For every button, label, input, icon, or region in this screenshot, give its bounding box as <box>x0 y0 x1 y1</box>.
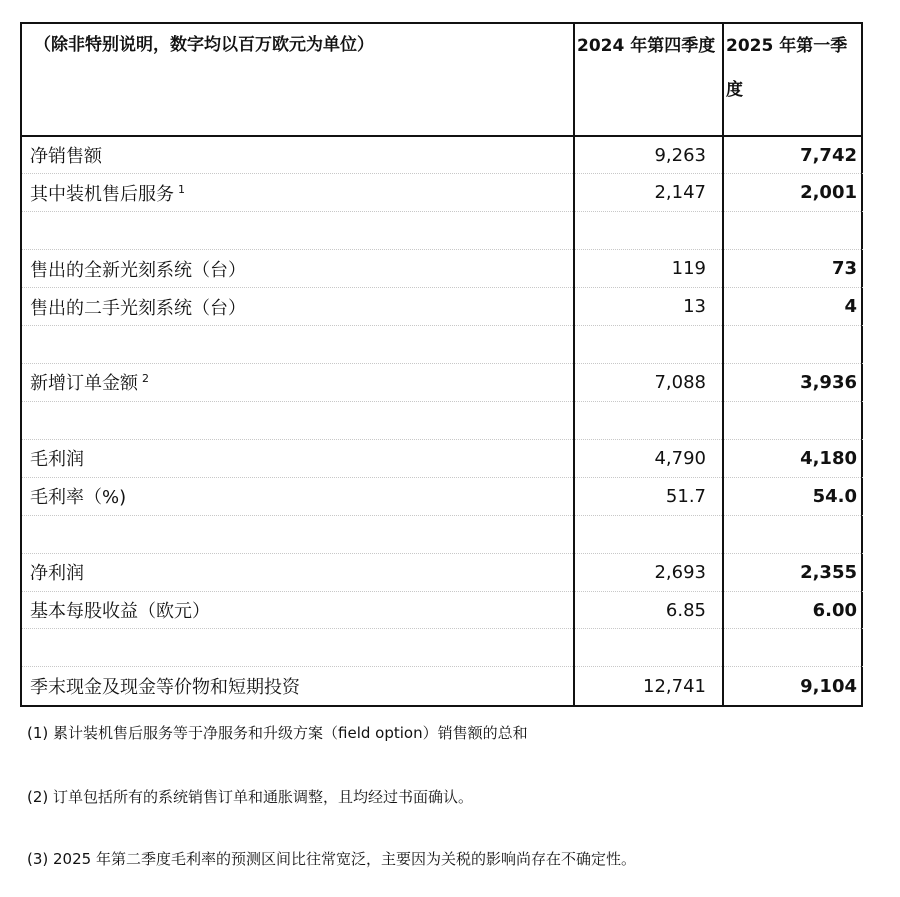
table-row-spacer <box>22 401 863 439</box>
value-q4-2024 <box>574 515 723 553</box>
row-label <box>22 326 574 364</box>
value-q1-2025 <box>723 515 863 553</box>
header-unit-note: （除非特别说明，数字均以百万欧元为单位） <box>22 24 574 136</box>
value-q4-2024: 13 <box>574 288 723 326</box>
table-row-spacer <box>22 326 863 364</box>
table-row <box>22 553 863 591</box>
table-row <box>22 136 863 174</box>
header-row <box>22 24 863 136</box>
value-q4-2024 <box>574 629 723 667</box>
value-q4-2024 <box>574 326 723 364</box>
value-q4-2024: 119 <box>574 250 723 288</box>
table-row <box>22 591 863 629</box>
table-body <box>22 136 863 705</box>
value-q1-2025: 54.0 <box>723 477 863 515</box>
value-q1-2025: 9,104 <box>723 667 863 705</box>
table-row-spacer <box>22 629 863 667</box>
value-q4-2024: 4,790 <box>574 439 723 477</box>
value-q1-2025: 2,001 <box>723 174 863 212</box>
row-label: 毛利润 <box>22 439 574 477</box>
row-label: 季末现金及现金等价物和短期投资 <box>30 677 300 699</box>
header-q1-2025: 2025 年第一季度 <box>723 24 863 136</box>
table-row-spacer <box>22 212 863 250</box>
value-q4-2024: 6.85 <box>574 591 723 629</box>
row-label: 毛利率（%) <box>22 477 574 515</box>
table-row <box>22 364 863 402</box>
value-q4-2024: 2,693 <box>574 553 723 591</box>
value-q4-2024: 2,147 <box>574 174 723 212</box>
value-q1-2025: 73 <box>723 250 863 288</box>
table-row <box>22 439 863 477</box>
table-row <box>22 288 863 326</box>
row-label: 净利润 <box>22 553 574 591</box>
value-q1-2025: 4 <box>723 288 863 326</box>
value-q4-2024: 12,741 <box>574 667 723 705</box>
row-label: 新增订单金额 $^2$ <box>22 364 574 402</box>
value-q1-2025: 6.00 <box>723 591 863 629</box>
row-label: 基本每股收益（欧元） <box>22 591 574 629</box>
row-label <box>22 401 574 439</box>
value-q1-2025 <box>723 401 863 439</box>
value-q1-2025: 7,742 <box>723 136 863 174</box>
value-q4-2024 <box>574 401 723 439</box>
row-label: 其中装机售后服务 $^1$ <box>22 174 574 212</box>
table-row <box>22 477 863 515</box>
value-q1-2025: 2,355 <box>723 553 863 591</box>
value-q4-2024: 51.7 <box>574 477 723 515</box>
value-q1-2025 <box>723 326 863 364</box>
value-q1-2025 <box>723 212 863 250</box>
value-q4-2024 <box>574 212 723 250</box>
value-q1-2025: 4,180 <box>723 439 863 477</box>
financial-summary-table <box>20 22 863 707</box>
footnote-1: (1) 累计装机售后服务等于净服务和升级方案（field option）销售额的总和 <box>27 724 528 742</box>
header-q4-2024: 2024 年第四季度 <box>574 24 723 136</box>
row-label: 净销售额 <box>22 136 574 174</box>
table-row <box>22 174 863 212</box>
row-label <box>22 629 574 667</box>
table-row-spacer <box>22 515 863 553</box>
value-q1-2025: 3,936 <box>723 364 863 402</box>
table-row <box>22 250 863 288</box>
value-q4-2024: 9,263 <box>574 136 723 174</box>
footnote-2: (2) 订单包括所有的系统销售订单和通胀调整，且均经过书面确认。 <box>27 788 474 806</box>
row-label <box>22 212 574 250</box>
data-table <box>22 24 863 705</box>
footnote-3: (3) 2025 年第二季度毛利率的预测区间比往常宽泛，主要因为关税的影响尚存在不确定性。 <box>27 850 636 868</box>
row-label <box>22 515 574 553</box>
row-label: 售出的二手光刻系统（台） <box>22 288 574 326</box>
table-row <box>22 667 863 705</box>
value-q1-2025 <box>723 629 863 667</box>
row-label: 售出的全新光刻系统（台） <box>22 250 574 288</box>
value-q4-2024: 7,088 <box>574 364 723 402</box>
